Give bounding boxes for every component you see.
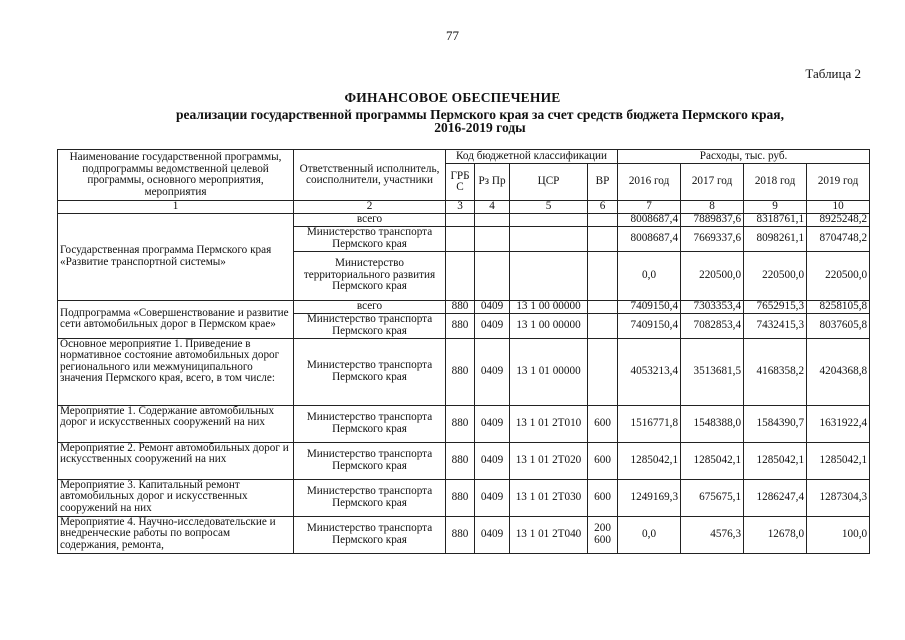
value-2016: 4053213,4: [618, 338, 681, 405]
value-2018: 8318761,1: [744, 213, 807, 226]
header-2019: 2019 год: [807, 164, 870, 201]
grbs-cell: 880: [446, 313, 475, 338]
value-2017: 4576,3: [681, 516, 744, 553]
executor-cell: Министерство транспорта Пермского края: [294, 479, 446, 516]
value-2019: 1287304,3: [807, 479, 870, 516]
csr-cell: [510, 251, 588, 300]
csr-cell: [510, 213, 588, 226]
vr-cell: 200 600: [588, 516, 618, 553]
value-2016: 1249169,3: [618, 479, 681, 516]
rzpr-cell: 0409: [475, 442, 510, 479]
value-2017: 3513681,5: [681, 338, 744, 405]
header-name: Наименование государственной программы, подпрограммы ведомственной целевой программы, основного мероприятия, мероприятия: [58, 150, 294, 201]
grbs-cell: 880: [446, 300, 475, 313]
header-executor: Ответственный исполнитель, соисполнители, участники: [294, 150, 446, 201]
value-2018: 1584390,7: [744, 405, 807, 442]
csr-cell: 13 1 01 00000: [510, 338, 588, 405]
value-2019: 8704748,2: [807, 226, 870, 251]
value-2019: 1631922,4: [807, 405, 870, 442]
value-2016: 1285042,1: [618, 442, 681, 479]
value-2019: 8925248,2: [807, 213, 870, 226]
vr-cell: 600: [588, 479, 618, 516]
value-2018: 1285042,1: [744, 442, 807, 479]
table-row: [58, 442, 870, 479]
executor-cell: Министерство транспорта Пермского края: [294, 442, 446, 479]
executor-cell: Министерство транспорта Пермского края: [294, 226, 446, 251]
value-2017: 1548388,0: [681, 405, 744, 442]
executor-cell: Министерство транспорта Пермского края: [294, 338, 446, 405]
value-2018: 1286247,4: [744, 479, 807, 516]
value-2018: 7432415,3: [744, 313, 807, 338]
grbs-cell: [446, 213, 475, 226]
table-row: [58, 338, 870, 405]
grbs-cell: 880: [446, 442, 475, 479]
document-subtitle: [100, 108, 860, 134]
col-number: 10: [807, 201, 870, 214]
executor-cell: всего: [294, 213, 446, 226]
csr-cell: [510, 226, 588, 251]
value-2018: 4168358,2: [744, 338, 807, 405]
value-2019: 220500,0: [807, 251, 870, 300]
col-number: 3: [446, 201, 475, 214]
csr-cell: 13 1 00 00000: [510, 313, 588, 338]
csr-cell: 13 1 01 2T020: [510, 442, 588, 479]
value-2016: 7409150,4: [618, 313, 681, 338]
table-row: [58, 300, 870, 313]
rzpr-cell: 0409: [475, 338, 510, 405]
rzpr-cell: [475, 226, 510, 251]
grbs-cell: 880: [446, 338, 475, 405]
row-name: Мероприятие 1. Содержание автомобильных дорог и искусственных сооружений на них: [58, 405, 294, 442]
value-2019: 8258105,8: [807, 300, 870, 313]
vr-cell: [588, 338, 618, 405]
value-2018: 12678,0: [744, 516, 807, 553]
grbs-cell: [446, 251, 475, 300]
document-title: ФИНАНСОВОЕ ОБЕСПЕЧЕНИЕ: [344, 90, 561, 105]
grbs-cell: 880: [446, 479, 475, 516]
rzpr-cell: 0409: [475, 516, 510, 553]
header-row-1: [58, 150, 870, 164]
header-code-group: Код бюджетной классификации: [446, 150, 618, 164]
value-2016: 8008687,4: [618, 226, 681, 251]
row-name: Мероприятие 2. Ремонт автомобильных дорог и искусственных сооружений на них: [58, 442, 294, 479]
vr-cell: [588, 251, 618, 300]
rzpr-cell: 0409: [475, 405, 510, 442]
executor-cell: всего: [294, 300, 446, 313]
executor-cell: Министерство транспорта Пермского края: [294, 313, 446, 338]
value-2017: 675675,1: [681, 479, 744, 516]
header-2017: 2017 год: [681, 164, 744, 201]
rzpr-cell: 0409: [475, 300, 510, 313]
col-number: 8: [681, 201, 744, 214]
vr-cell: [588, 300, 618, 313]
rzpr-cell: [475, 213, 510, 226]
value-2018: 8098261,1: [744, 226, 807, 251]
value-2018: 7652915,3: [744, 300, 807, 313]
financing-table: [57, 149, 870, 554]
value-2017: 7303353,4: [681, 300, 744, 313]
vr-cell: [588, 313, 618, 338]
header-2016: 2016 год: [618, 164, 681, 201]
row-name: Мероприятие 3. Капитальный ремонт автомобильных дорог и искусственных сооружений на них: [58, 479, 294, 516]
rzpr-cell: 0409: [475, 479, 510, 516]
vr-cell: 600: [588, 442, 618, 479]
subtitle-line-1: реализации государственной программы Пермского края за счет средств бюджета Пермского края,: [176, 107, 784, 122]
value-2019: 1285042,1: [807, 442, 870, 479]
table-label: Таблица 2: [805, 66, 861, 81]
csr-cell: 13 1 01 2T040: [510, 516, 588, 553]
value-2019: 4204368,8: [807, 338, 870, 405]
subtitle-line-2: 2016-2019 годы: [434, 120, 526, 135]
page-number: 77: [446, 28, 459, 43]
executor-cell: Министерство транспорта Пермского края: [294, 405, 446, 442]
value-2017: 7889837,6: [681, 213, 744, 226]
value-2019: 8037605,8: [807, 313, 870, 338]
table-row: [58, 213, 870, 226]
col-number: 4: [475, 201, 510, 214]
value-2016: 0,0: [618, 516, 681, 553]
executor-cell: Министерство территориального развития Пермского края: [294, 251, 446, 300]
value-2017: 7082853,4: [681, 313, 744, 338]
col-number: 5: [510, 201, 588, 214]
csr-cell: 13 1 01 2T010: [510, 405, 588, 442]
grbs-cell: 880: [446, 405, 475, 442]
grbs-cell: 880: [446, 516, 475, 553]
value-2017: 1285042,1: [681, 442, 744, 479]
csr-cell: 13 1 01 2T030: [510, 479, 588, 516]
value-2016: 8008687,4: [618, 213, 681, 226]
header-rzpr: Рз Пр: [475, 164, 510, 201]
col-number: 6: [588, 201, 618, 214]
row-name: Подпрограмма «Совершенствование и развитие сети автомобильных дорог в Пермском крае»: [58, 300, 294, 338]
executor-cell: Министерство транспорта Пермского края: [294, 516, 446, 553]
rzpr-cell: 0409: [475, 313, 510, 338]
grbs-cell: [446, 226, 475, 251]
table-row: [58, 516, 870, 553]
row-name: Основное мероприятие 1. Приведение в нормативное состояние автомобильных дорог регионального или межмуниципального значения Пермского края, всего, в том числе:: [58, 338, 294, 405]
header-vr: ВР: [588, 164, 618, 201]
vr-cell: [588, 226, 618, 251]
rzpr-cell: [475, 251, 510, 300]
header-2018: 2018 год: [744, 164, 807, 201]
value-2018: 220500,0: [744, 251, 807, 300]
value-2017: 220500,0: [681, 251, 744, 300]
table-row: [58, 479, 870, 516]
value-2017: 7669337,6: [681, 226, 744, 251]
vr-cell: 600: [588, 405, 618, 442]
value-2016: 1516771,8: [618, 405, 681, 442]
col-number: 7: [618, 201, 681, 214]
column-number-row: [58, 201, 870, 214]
col-number: 2: [294, 201, 446, 214]
value-2016: 0,0: [618, 251, 681, 300]
col-number: 1: [58, 201, 294, 214]
header-grbs: ГРБ С: [446, 164, 475, 201]
col-number: 9: [744, 201, 807, 214]
row-name: Государственная программа Пермского края «Развитие транспортной системы»: [58, 213, 294, 300]
value-2019: 100,0: [807, 516, 870, 553]
header-csr: ЦСР: [510, 164, 588, 201]
vr-cell: [588, 213, 618, 226]
table-row: [58, 405, 870, 442]
value-2016: 7409150,4: [618, 300, 681, 313]
row-name: Мероприятие 4. Научно-исследовательские и внедренческие работы по вопросам содержания, ремонта,: [58, 516, 294, 553]
header-expenses-group: Расходы, тыс. руб.: [618, 150, 870, 164]
csr-cell: 13 1 00 00000: [510, 300, 588, 313]
